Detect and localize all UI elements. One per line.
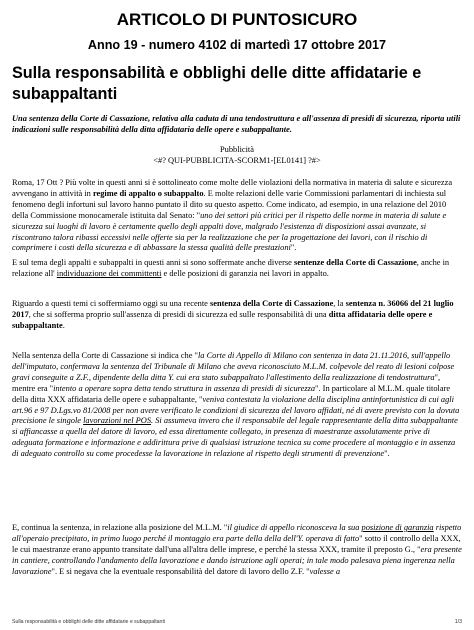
quote-span: uno dei settori più critici per il rispetto delle norme in materia di salute e sicurezza sui luoghi di lavoro è certamente quello degli appalti dove, malgrado l'esistenza di disposizioni assai avanzate, si riscontrano talora ribassi eccessivi nelle offerte sia per la realizzazione che per la progettazione dei lavori, con il rischio di comprimere i costi della sicurezza e di abbassare la stessa qualità delle prestazioni xyxy=(12,210,447,253)
pos-link[interactable]: lavorazioni nel POS xyxy=(83,416,152,426)
text-span: ". E si negava che la eventuale responsabilità del datore di lavoro dello Z.F. " xyxy=(51,566,310,576)
publication-header: ARTICOLO DI PUNTOSICURO xyxy=(116,10,358,29)
quote-span: la Corte di Appello di Milano con sentenza in data 21.11.2016, sull'appello dell'imputato, confermava la sentenza del Tribunale di Milano che aveva riconosciuto M.L.M. colpevole del reato di lesioni colpose gravi conseguite a Z.F., dipendente della ditta Y. cui era stato subappaltato l'allestimento della realizzazione di tendostruttura xyxy=(12,351,455,382)
text-span: , che si sofferma proprio sull'assenza di presidi di sicurezza ed sulle responsabilità di una xyxy=(28,309,329,319)
bold-span: sentenza della Corte di Cassazione xyxy=(210,299,334,308)
paragraph-1 xyxy=(12,178,462,254)
quote-span: intento a operare sopra detta tendo struttura in assenza di presidi di sicurezza xyxy=(53,383,316,393)
footer-title: Sulla responsabilità e obblighi delle ditte affidatarie e subappaltanti xyxy=(12,619,166,625)
text-span: . E molte relazioni delle varie Commissioni parlamentari di inchiesta sul fenomeno degli infortuni sul lavoro hanno puntato il dito su questo aspetto. Come indicato, ad esempio, in una relazione del 2010 della Commissione monocamerale istituita dal Senato: " xyxy=(12,188,447,220)
garanzia-link[interactable]: posizione di garanzia xyxy=(361,523,434,532)
quote-span: rispetto all'operaio precipitato, in primo luogo perché il montaggio era parte della della dell'Y. operava di fatto xyxy=(12,523,462,543)
publicity-code: <#? QUI-PUBBLICITA-SCORM1-[EL0141] ?#> xyxy=(153,155,321,165)
bold-span: sentenza n. 36066 del 21 luglio 2017 xyxy=(12,299,454,319)
text-span: " sotto il controllo della XXX, le cui maestranze erano appunto transitate dall'una all'altra delle imprese, e perché la stessa XXX, tramite il preposto G., " xyxy=(12,533,461,554)
page-number: 1/3 xyxy=(454,619,462,625)
publicity-label: Pubblicità xyxy=(220,145,254,154)
text-span: ", mentre era " xyxy=(12,372,441,393)
committenti-link[interactable]: individuazione dei committenti xyxy=(56,268,162,278)
text-span: . xyxy=(62,320,65,330)
paragraph-2 xyxy=(12,258,462,280)
quote-span: veniva contestata la violazione della disciplina antinfortunistica di cui agli art.96 e 97 D.Lgs.vo 81/2008 per non avere verificato le condizioni di sicurezza del lavoro affidati, né di avere previsto con la dovuta precisione le singole xyxy=(12,394,460,426)
bold-span: ditta affidataria delle opere e subappaltante xyxy=(12,309,433,330)
publicity-block xyxy=(0,145,474,166)
text-span: Nella sentenza della Corte di Cassazione si indica che " xyxy=(12,351,198,360)
bold-span: sentenze della Corte di Cassazione xyxy=(293,258,417,267)
paragraph-5 xyxy=(12,523,462,578)
paragraph-4 xyxy=(12,351,462,460)
text-span: ". xyxy=(290,243,297,253)
quote-span: valesse a xyxy=(309,566,341,576)
text-span: E sul tema degli appalti e subappalti in questi anni si sono soffermate anche diverse xyxy=(12,258,294,267)
text-span: ". In particolare al M.L.M. quale titolare della ditta XXX affidataria delle opere e subappaltante, " xyxy=(12,383,451,404)
text-span: , la xyxy=(333,299,346,308)
text-span: Riguardo a questi temi ci soffermiamo oggi su una recente xyxy=(12,299,210,308)
article-abstract: Una sentenza della Corte di Cassazione, relativa alla caduta di una tendostruttura e all'assenza di presidi di sicurezza, riporta utili indicazioni sulle responsabilità della ditta affidataria delle opere e subappaltante. xyxy=(12,114,461,134)
bold-span: regime di appalto o subappalto xyxy=(92,188,204,198)
article-title: Sulla responsabilità e obblighi delle ditte affidatarie e subappaltanti xyxy=(12,64,422,103)
text-span: Roma, 17 Ott ? Più volte in questi anni si è sottolineato come molte delle violazioni della normativa in materia di salute e sicurezza avvengano in attività in xyxy=(12,178,453,198)
quote-span: . Si assumeva invero che il responsabile del legale rappresentante della ditta subappaltante si affiancasse a quella del datore di lavoro, ed essa direttamente collegato, in presenza di maestranze assolutamente prive di adeguata formazione e informazione e addirittura prive di qualsiasi istruzione tecnica su come procedere al montaggio e in assenza di adeguato controllo su come procedesse la lavorazione in relazione al rispetto degli strumenti di prevenzione xyxy=(12,416,458,459)
quote-span: il giudice di appello riconosceva la sua xyxy=(227,523,362,532)
issue-line: Anno 19 - numero 4102 di martedì 17 ottobre 2017 xyxy=(87,38,387,52)
paragraph-3 xyxy=(12,299,462,332)
text-span: ". xyxy=(384,449,390,459)
text-span: E, continua la sentenza, in relazione alla posizione del M.L.M. " xyxy=(12,523,228,532)
text-span: e delle posizioni di garanzia nei lavori in appalto. xyxy=(161,268,329,278)
quote-span: era presente in cantiere, controllando l'andamento della lavorazione e dando istruzione agli operai; in tale modo palesava piena ingerenza nella lavorazione xyxy=(12,544,462,576)
text-span: , anche in relazione all' xyxy=(12,258,450,278)
